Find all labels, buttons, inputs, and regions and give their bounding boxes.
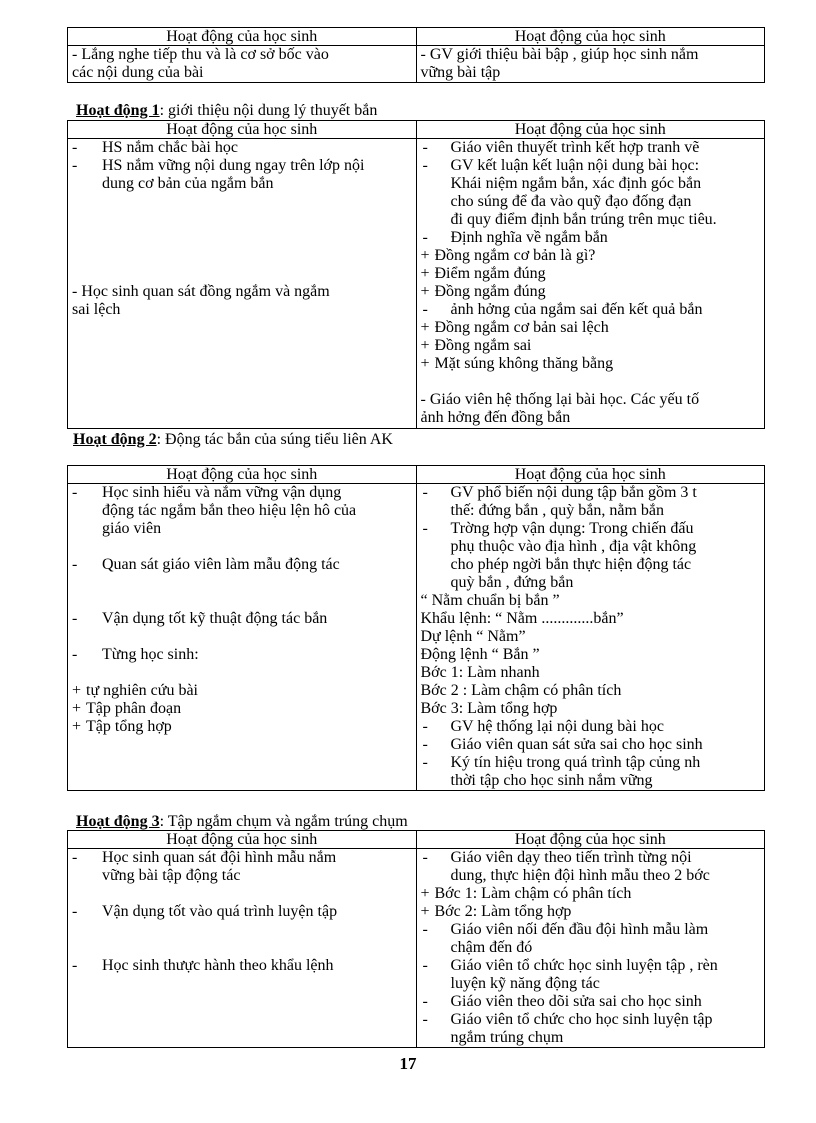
activity-2-label: Hoạt động 2 — [73, 431, 157, 448]
list-item: - Giáo viên thuyết trình kết hợp tranh vẽ — [421, 139, 761, 157]
list-item: + Đồng ngắm sai — [421, 337, 761, 355]
intro-left-line: các nội dung của bài — [72, 64, 204, 81]
col-header-left: Hoạt động của học sinh — [68, 831, 417, 849]
list-item: + Tập phân đoạn — [72, 700, 412, 718]
list-item: Động lệnh “ Bắn ” — [420, 646, 540, 663]
list-item: Bớc 3: Làm tổng hợp — [420, 700, 558, 717]
list-item-cont: quỳ bắn , đứng bắn — [450, 574, 574, 591]
list-item-cont: động tác ngắm bắn theo hiệu lện hô của — [102, 502, 357, 519]
col-header-left: Hoạt động của học sinh — [68, 121, 417, 139]
list-item: - Học sinh quan sát đồng ngắm và ngắm — [72, 283, 330, 300]
col-header-right: Hoạt động của học sinh — [416, 28, 765, 46]
activity-3-table — [67, 830, 765, 1048]
activity-1-label: Hoạt động 1 — [76, 102, 160, 119]
list-item-cont: đi quy điểm định bắn trúng trên mục tiêu. — [450, 211, 717, 228]
list-item: - Học sinh hiểu và nắm vững vận dụng — [72, 484, 412, 502]
list-item: - Học sinh thưực hành theo khẩu lệnh — [72, 957, 412, 975]
list-item: - Giáo viên dạy theo tiến trình từng nội — [421, 849, 761, 867]
list-item: - Vận dụng tốt vào quá trình luyện tập — [72, 903, 412, 921]
list-item-cont: Khái niệm ngắm bắn, xác định góc bắn — [450, 175, 702, 192]
list-item: - Giáo viên quan sát sửa sai cho học sinh — [421, 736, 761, 754]
list-item: + Điểm ngắm đúng — [421, 265, 761, 283]
activity-2-heading — [73, 431, 393, 449]
activity-3-student-cell — [68, 849, 417, 1048]
list-item-cont: chậm đến đó — [450, 939, 533, 956]
list-item-cont: vững bài tập động tác — [102, 867, 241, 884]
list-item-cont: thời tập cho học sinh nắm vững — [450, 772, 653, 789]
list-item: Dự lệnh “ Nằm” — [420, 628, 526, 645]
list-item: + Đồng ngắm cơ bản sai lệch — [421, 319, 761, 337]
intro-right-line: - GV giới thiệu bài bập , giúp học sinh nắm — [420, 46, 699, 63]
col-header-right: Hoạt động của học sinh — [416, 831, 765, 849]
list-item: Khẩu lệnh: “ Nằm .............bắn” — [420, 610, 624, 627]
activity-2-title: : Động tác bắn của súng tiểu liên AK — [156, 431, 393, 448]
list-item: + Bớc 2: Làm tổng hợp — [421, 903, 761, 921]
list-item: - Giáo viên tổ chức cho học sinh luyện tập — [421, 1011, 761, 1029]
list-item: - Giáo viên theo dõi sửa sai cho học sinh — [421, 993, 761, 1011]
list-item: - Ký tín hiệu trong quá trình tập củng nh — [421, 754, 761, 772]
list-item: - Định nghĩa về ngắm bắn — [421, 229, 761, 247]
list-item-cont: ảnh hởng đến đồng bắn — [420, 409, 571, 426]
activity-2-student-cell — [68, 484, 417, 791]
col-header-right: Hoạt động của học sinh — [416, 466, 765, 484]
list-item-cont: ngắm trúng chụm — [450, 1029, 564, 1046]
list-item: Bớc 1: Làm nhanh — [420, 664, 540, 681]
list-item-cont: cho phép ngời bắn thực hiện động tác — [450, 556, 692, 573]
activity-1-table — [67, 120, 765, 429]
list-item-cont: cho súng để đa vào quỹ đạo đống đạn — [450, 193, 692, 210]
activity-2-teacher-cell — [416, 484, 765, 791]
list-item: + tự nghiên cứu bài — [72, 682, 412, 700]
list-item-cont: thế: đứng bắn , quỳ bắn, nằm bắn — [450, 502, 665, 519]
list-item: + Đồng ngắm đúng — [421, 283, 761, 301]
intro-table — [67, 27, 765, 83]
list-item: “ Nằm chuẩn bị bắn ” — [420, 592, 560, 609]
list-item: - Trờng hợp vận dụng: Trong chiến đấu — [421, 520, 761, 538]
activity-3-heading — [76, 813, 408, 831]
list-item: - ảnh hởng của ngắm sai đến kết quả bắn — [421, 301, 761, 319]
list-item: + Mặt súng không thăng bằng — [421, 355, 761, 373]
intro-teacher-cell — [416, 46, 765, 83]
list-item: + Đồng ngắm cơ bản là gì? — [421, 247, 761, 265]
activity-1-student-cell — [68, 139, 417, 429]
list-item: + Bớc 1: Làm chậm có phân tích — [421, 885, 761, 903]
list-item: - Quan sát giáo viên làm mẫu động tác — [72, 556, 412, 574]
list-item: - HS nắm vững nội dung ngay trên lớp nội — [72, 157, 412, 175]
list-item: - GV hệ thống lại nội dung bài học — [421, 718, 761, 736]
list-item: - Giáo viên hệ thống lại bài học. Các yếu tố — [420, 391, 700, 408]
list-item: - Từng học sinh: — [72, 646, 412, 664]
intro-right-line: vững bài tập — [420, 64, 501, 81]
activity-3-title: : Tập ngắm chụm và ngắm trúng chụm — [159, 813, 408, 830]
intro-left-line: - Lắng nghe tiếp thu và là cơ sở bốc vào — [72, 46, 329, 63]
activity-1-title: : giới thiệu nội dung lý thuyết bắn — [159, 102, 378, 119]
activity-1-teacher-cell — [416, 139, 765, 429]
list-item: - HS nắm chắc bài học — [72, 139, 412, 157]
list-item-cont: dung cơ bản của ngắm bắn — [102, 175, 274, 192]
list-item-cont: dung, thực hiện đội hình mẫu theo 2 bớc — [450, 867, 710, 884]
activity-3-label: Hoạt động 3 — [76, 813, 160, 830]
list-item: - Giáo viên tổ chức học sinh luyện tập , rèn — [421, 957, 761, 975]
list-item-cont: sai lệch — [72, 301, 121, 318]
activity-2-table — [67, 465, 765, 791]
list-item: + Tập tổng hợp — [72, 718, 412, 736]
activity-1-heading — [76, 102, 377, 120]
list-item: - GV phổ biến nội dung tập bắn gồm 3 t — [421, 484, 761, 502]
col-header-left: Hoạt động của học sinh — [68, 28, 417, 46]
list-item-cont: giáo viên — [102, 520, 162, 537]
list-item: - Vận dụng tốt kỹ thuật động tác bắn — [72, 610, 412, 628]
list-item: - Học sinh quan sát đội hình mẫu nắm — [72, 849, 412, 867]
col-header-left: Hoạt động của học sinh — [68, 466, 417, 484]
list-item: Bớc 2 : Làm chậm có phân tích — [420, 682, 622, 699]
activity-3-teacher-cell — [416, 849, 765, 1048]
col-header-right: Hoạt động của học sinh — [416, 121, 765, 139]
intro-student-cell — [68, 46, 417, 83]
list-item: - GV kết luận kết luận nội dung bài học: — [421, 157, 761, 175]
list-item-cont: luyện kỹ năng động tác — [450, 975, 600, 992]
page-number: 17 — [399, 1054, 417, 1073]
list-item: - Giáo viên nối đến đầu đội hình mẫu làm — [421, 921, 761, 939]
list-item-cont: phụ thuộc vào địa hình , địa vật không — [450, 538, 697, 555]
